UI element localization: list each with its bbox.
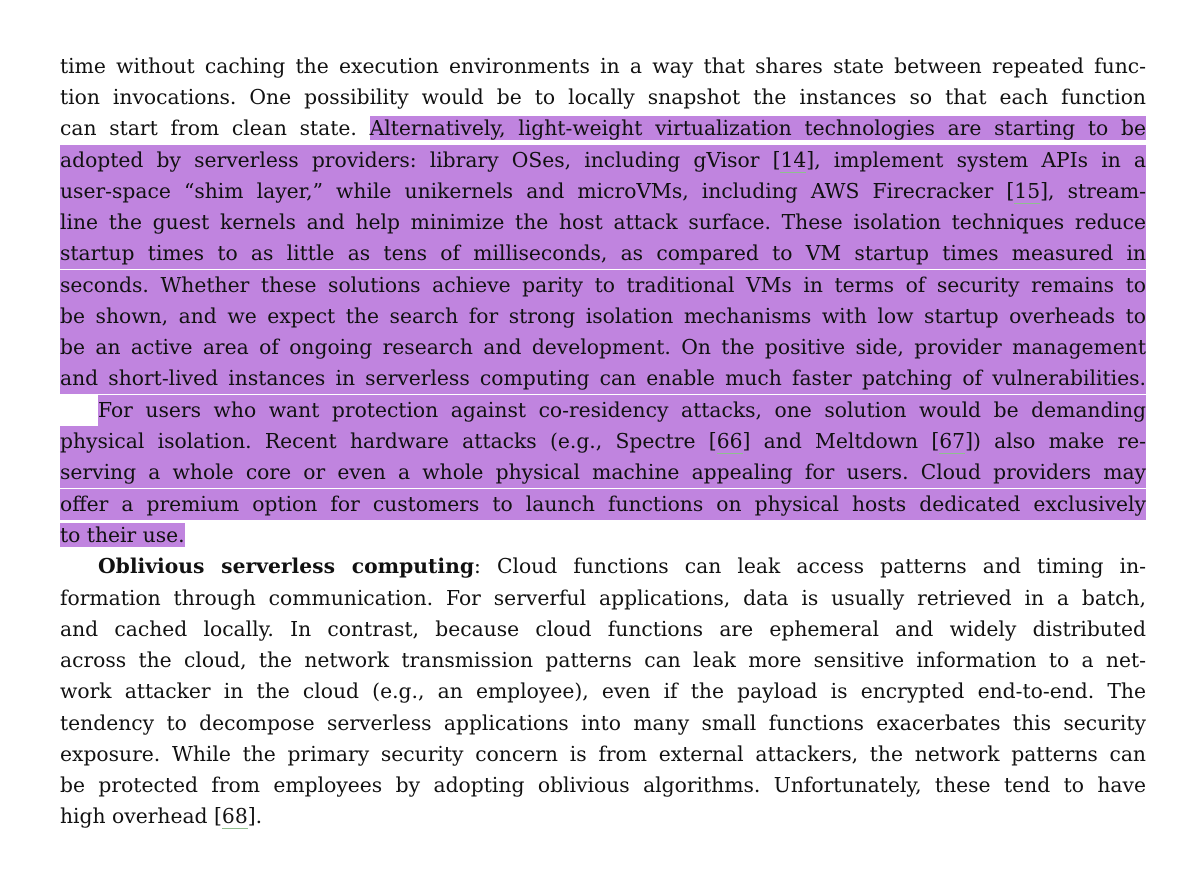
highlighted-line: line the guest kernels and help minimize the host attack surface. These isolation techniques reduce bbox=[60, 207, 1146, 238]
text-run: adopted by serverless providers: library OSes, including gVisor bbox=[60, 148, 773, 172]
highlighted-line: startup times to as little as tens of milliseconds, as compared to VM startup times measured in bbox=[60, 238, 1146, 269]
text-run: and Meltdown bbox=[750, 429, 932, 453]
text-line: tendency to decompose serverless applications into many small functions exacerbates this security bbox=[60, 711, 1146, 735]
citation-number[interactable]: 67 bbox=[939, 429, 966, 453]
text-line bbox=[60, 113, 1146, 144]
citation-bracket bbox=[773, 148, 815, 173]
citation-number[interactable]: 14 bbox=[780, 148, 807, 172]
highlighted-line: and short-lived instances in serverless computing can enable much faster patching of vulnerabilities. bbox=[60, 363, 1146, 394]
highlighted-text: Alternatively, light-weight virtualization technologies are starting to be bbox=[369, 116, 1146, 140]
text-run: user-space “shim layer,” while unikernels and microVMs, including AWS Firecracker bbox=[60, 179, 1007, 203]
citation-bracket bbox=[1006, 179, 1048, 204]
highlighted-line: For users who want protection against co-residency attacks, one solution would be demanding bbox=[98, 395, 1146, 426]
highlighted-text: to their use. bbox=[60, 523, 185, 547]
text-line: time without caching the execution environments in a way that shares state between repeated func- bbox=[60, 54, 1146, 78]
paragraph-run-in-heading: Oblivious serverless computing bbox=[98, 554, 474, 578]
text-run: can start from clean state. bbox=[60, 116, 370, 140]
text-run: physical isolation. Recent hardware attacks (e.g., Spectre bbox=[60, 429, 709, 453]
highlighted-line: serving a whole core or even a whole physical machine appealing for users. Cloud providers may bbox=[60, 457, 1146, 488]
text-run: . bbox=[255, 804, 263, 828]
citation-bracket bbox=[214, 804, 256, 829]
citation-14[interactable] bbox=[773, 148, 815, 173]
citation-bracket bbox=[931, 429, 973, 454]
text-run: high overhead bbox=[60, 804, 214, 828]
citation-67[interactable] bbox=[931, 429, 973, 454]
text-run: , stream- bbox=[1048, 179, 1147, 203]
citation-number[interactable]: 66 bbox=[716, 429, 743, 453]
citation-15[interactable] bbox=[1006, 179, 1048, 204]
highlighted-line: seconds. Whether these solutions achieve parity to traditional VMs in terms of security remains to bbox=[60, 270, 1146, 301]
citation-bracket bbox=[709, 429, 751, 454]
citation-number[interactable]: 15 bbox=[1014, 179, 1041, 203]
text-line: be protected from employees by adopting oblivious algorithms. Unfortunately, these tend to have bbox=[60, 773, 1146, 797]
highlighted-line: offer a premium option for customers to launch functions on physical hosts dedicated exclusively bbox=[60, 489, 1146, 520]
citation-66[interactable] bbox=[709, 429, 751, 454]
highlighted-line bbox=[60, 145, 1146, 176]
text-line: exposure. While the primary security concern is from external attackers, the network patterns can bbox=[60, 742, 1146, 766]
text-line: formation through communication. For serverful applications, data is usually retrieved in a batch, bbox=[60, 586, 1146, 610]
text-line: across the cloud, the network transmission patterns can leak more sensitive information to a net- bbox=[60, 648, 1146, 672]
citation-68[interactable] bbox=[214, 804, 256, 829]
text-line: work attacker in the cloud (e.g., an employee), even if the payload is encrypted end-to-end. The bbox=[60, 679, 1146, 703]
highlighted-line: be an active area of ongoing research and development. On the positive side, provider management bbox=[60, 332, 1146, 363]
highlighted-line bbox=[60, 176, 1146, 207]
text-line bbox=[60, 520, 1146, 551]
text-line: tion invocations. One possibility would be to locally snapshot the instances so that each function bbox=[60, 85, 1146, 109]
citation-number[interactable]: 68 bbox=[221, 804, 248, 828]
highlighted-line: be shown, and we expect the search for strong isolation mechanisms with low startup overheads to bbox=[60, 301, 1146, 332]
highlighted-line bbox=[60, 426, 1146, 457]
text-line: and cached locally. In contrast, because cloud functions are ephemeral and widely distributed bbox=[60, 617, 1146, 641]
text-line bbox=[98, 551, 1146, 582]
text-line bbox=[60, 801, 1146, 832]
text-run: , implement system APIs in a bbox=[814, 148, 1146, 172]
text-run: ) also make re- bbox=[972, 429, 1146, 453]
text-run: : Cloud functions can leak access patterns and timing in- bbox=[474, 554, 1146, 578]
